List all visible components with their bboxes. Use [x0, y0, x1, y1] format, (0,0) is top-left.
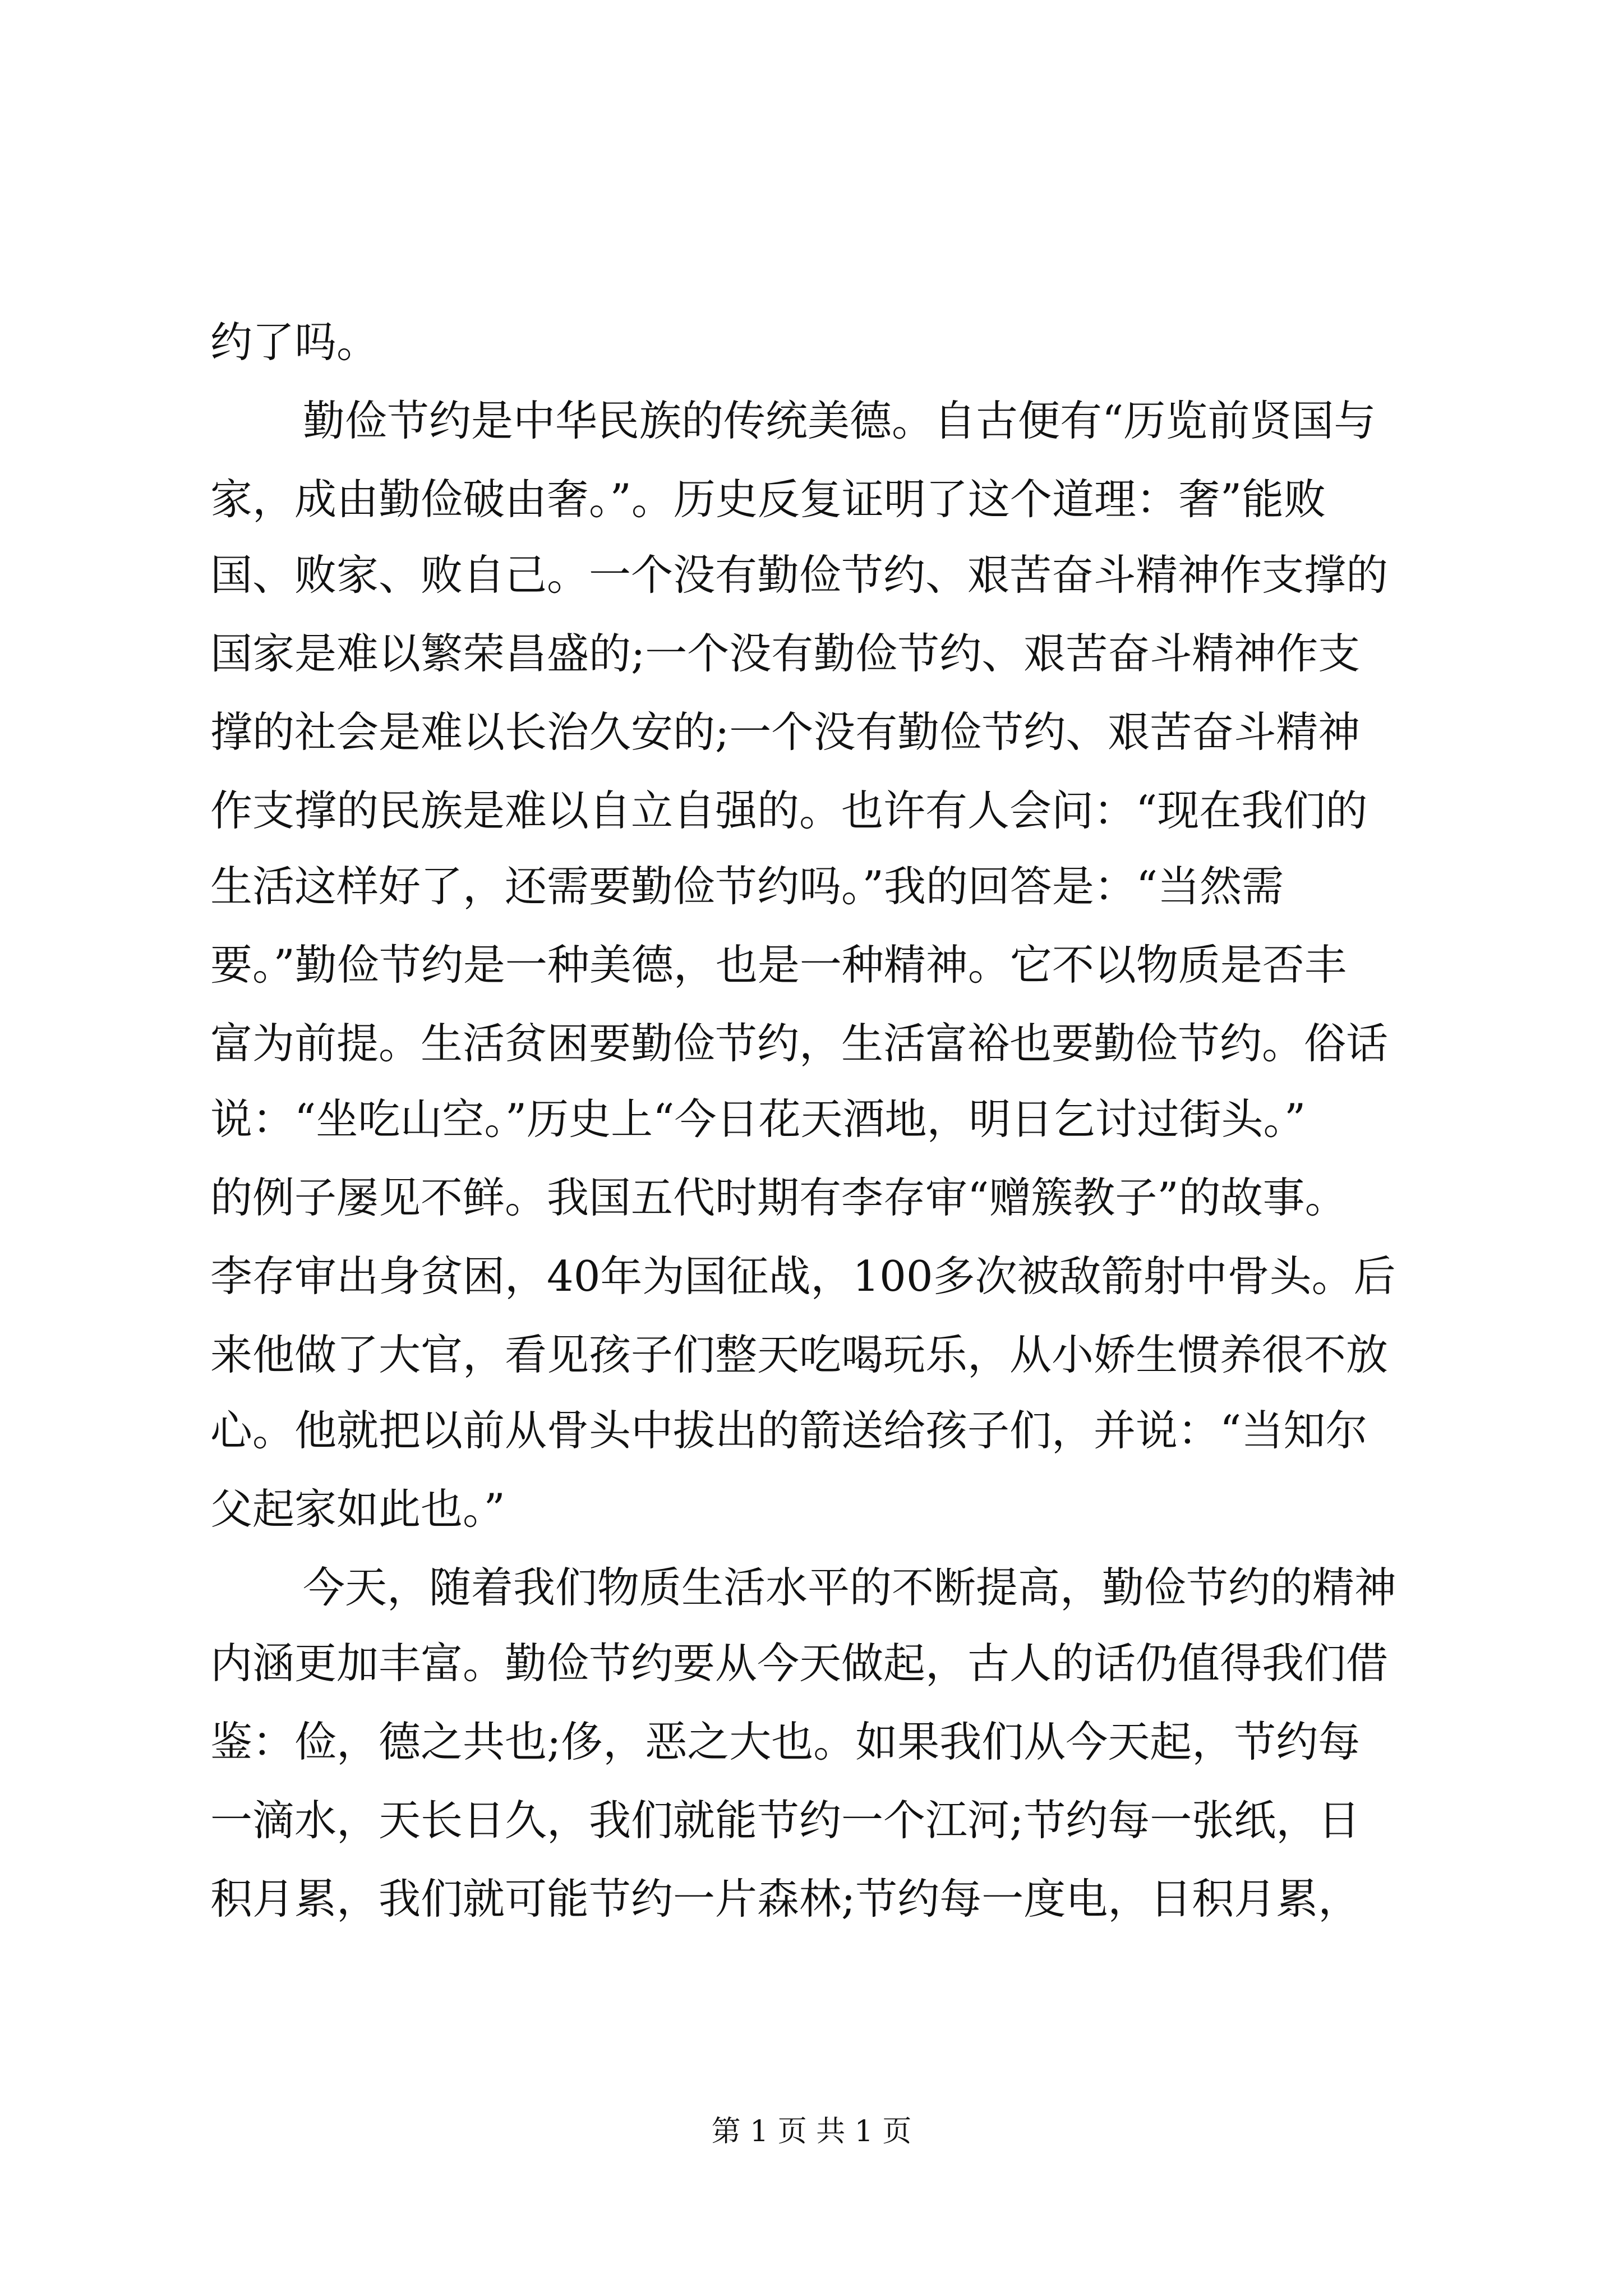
line-text: 鉴：俭，德之共也;侈，恶之大也。如果我们从今天起，节约每: [210, 1717, 1361, 1766]
line-text: 父起家如此也。”: [210, 1484, 505, 1534]
line-text: 国家是难以繁荣昌盛的;一个没有勤俭节约、艰苦奋斗精神作支: [210, 629, 1361, 678]
line-text: 富为前提。生活贫困要勤俭节约，生活富裕也要勤俭节约。俗话: [210, 1019, 1389, 1068]
line-text: 要。”勤俭节约是一种美德，也是一种精神。它不以物质是否丰: [210, 940, 1347, 990]
page-footer: 第 1 页 共 1 页: [711, 2115, 912, 2148]
line-text: 作支撑的民族是难以自立自强的。也许有人会问：“现在我们的: [210, 786, 1368, 835]
line-text: 积月累，我们就可能节约一片森林;节约每一度电，日积月累，: [210, 1874, 1361, 1924]
line-text: 的例子屡见不鲜。我国五代时期有李存审“赠簇教子”的故事。: [210, 1173, 1347, 1222]
line-text: 约了吗。: [210, 318, 379, 367]
line-text: 国、败家、败自己。一个没有勤俭节约、艰苦奋斗精神作支撑的: [210, 550, 1389, 600]
line-text: 李存审出身贫困，40年为国征战，100多次被敌箭射中骨头。后: [210, 1251, 1396, 1301]
line-text: 勤俭节约是中华民族的传统美德。自古便有“历览前贤国与: [303, 396, 1376, 445]
line-text: 生活这样好了，还需要勤俭节约吗。”我的回答是：“当然需: [210, 862, 1284, 911]
line-text: 说：“坐吃山空。”历史上“今日花天酒地，明日乞讨过街头。”: [210, 1094, 1306, 1144]
line-text: 撑的社会是难以长治久安的;一个没有勤俭节约、艰苦奋斗精神: [210, 707, 1361, 757]
line-text: 心。他就把以前从骨头中拔出的箭送给孩子们，并说：“当知尔: [210, 1406, 1368, 1455]
line-text: 家，成由勤俭破由奢。”。历史反复证明了这个道理：奢”能败: [210, 475, 1326, 524]
line-text: 来他做了大官，看见孩子们整天吃喝玩乐，从小娇生惯养很不放: [210, 1330, 1389, 1379]
line-text: 内涵更加丰富。勤俭节约要从今天做起，古人的话仍值得我们借: [210, 1639, 1389, 1688]
line-text: 今天，随着我们物质生活水平的不断提高，勤俭节约的精神: [303, 1563, 1397, 1612]
line-text: 一滴水，天长日久，我们就能节约一个江河;节约每一张纸，日: [210, 1796, 1361, 1845]
